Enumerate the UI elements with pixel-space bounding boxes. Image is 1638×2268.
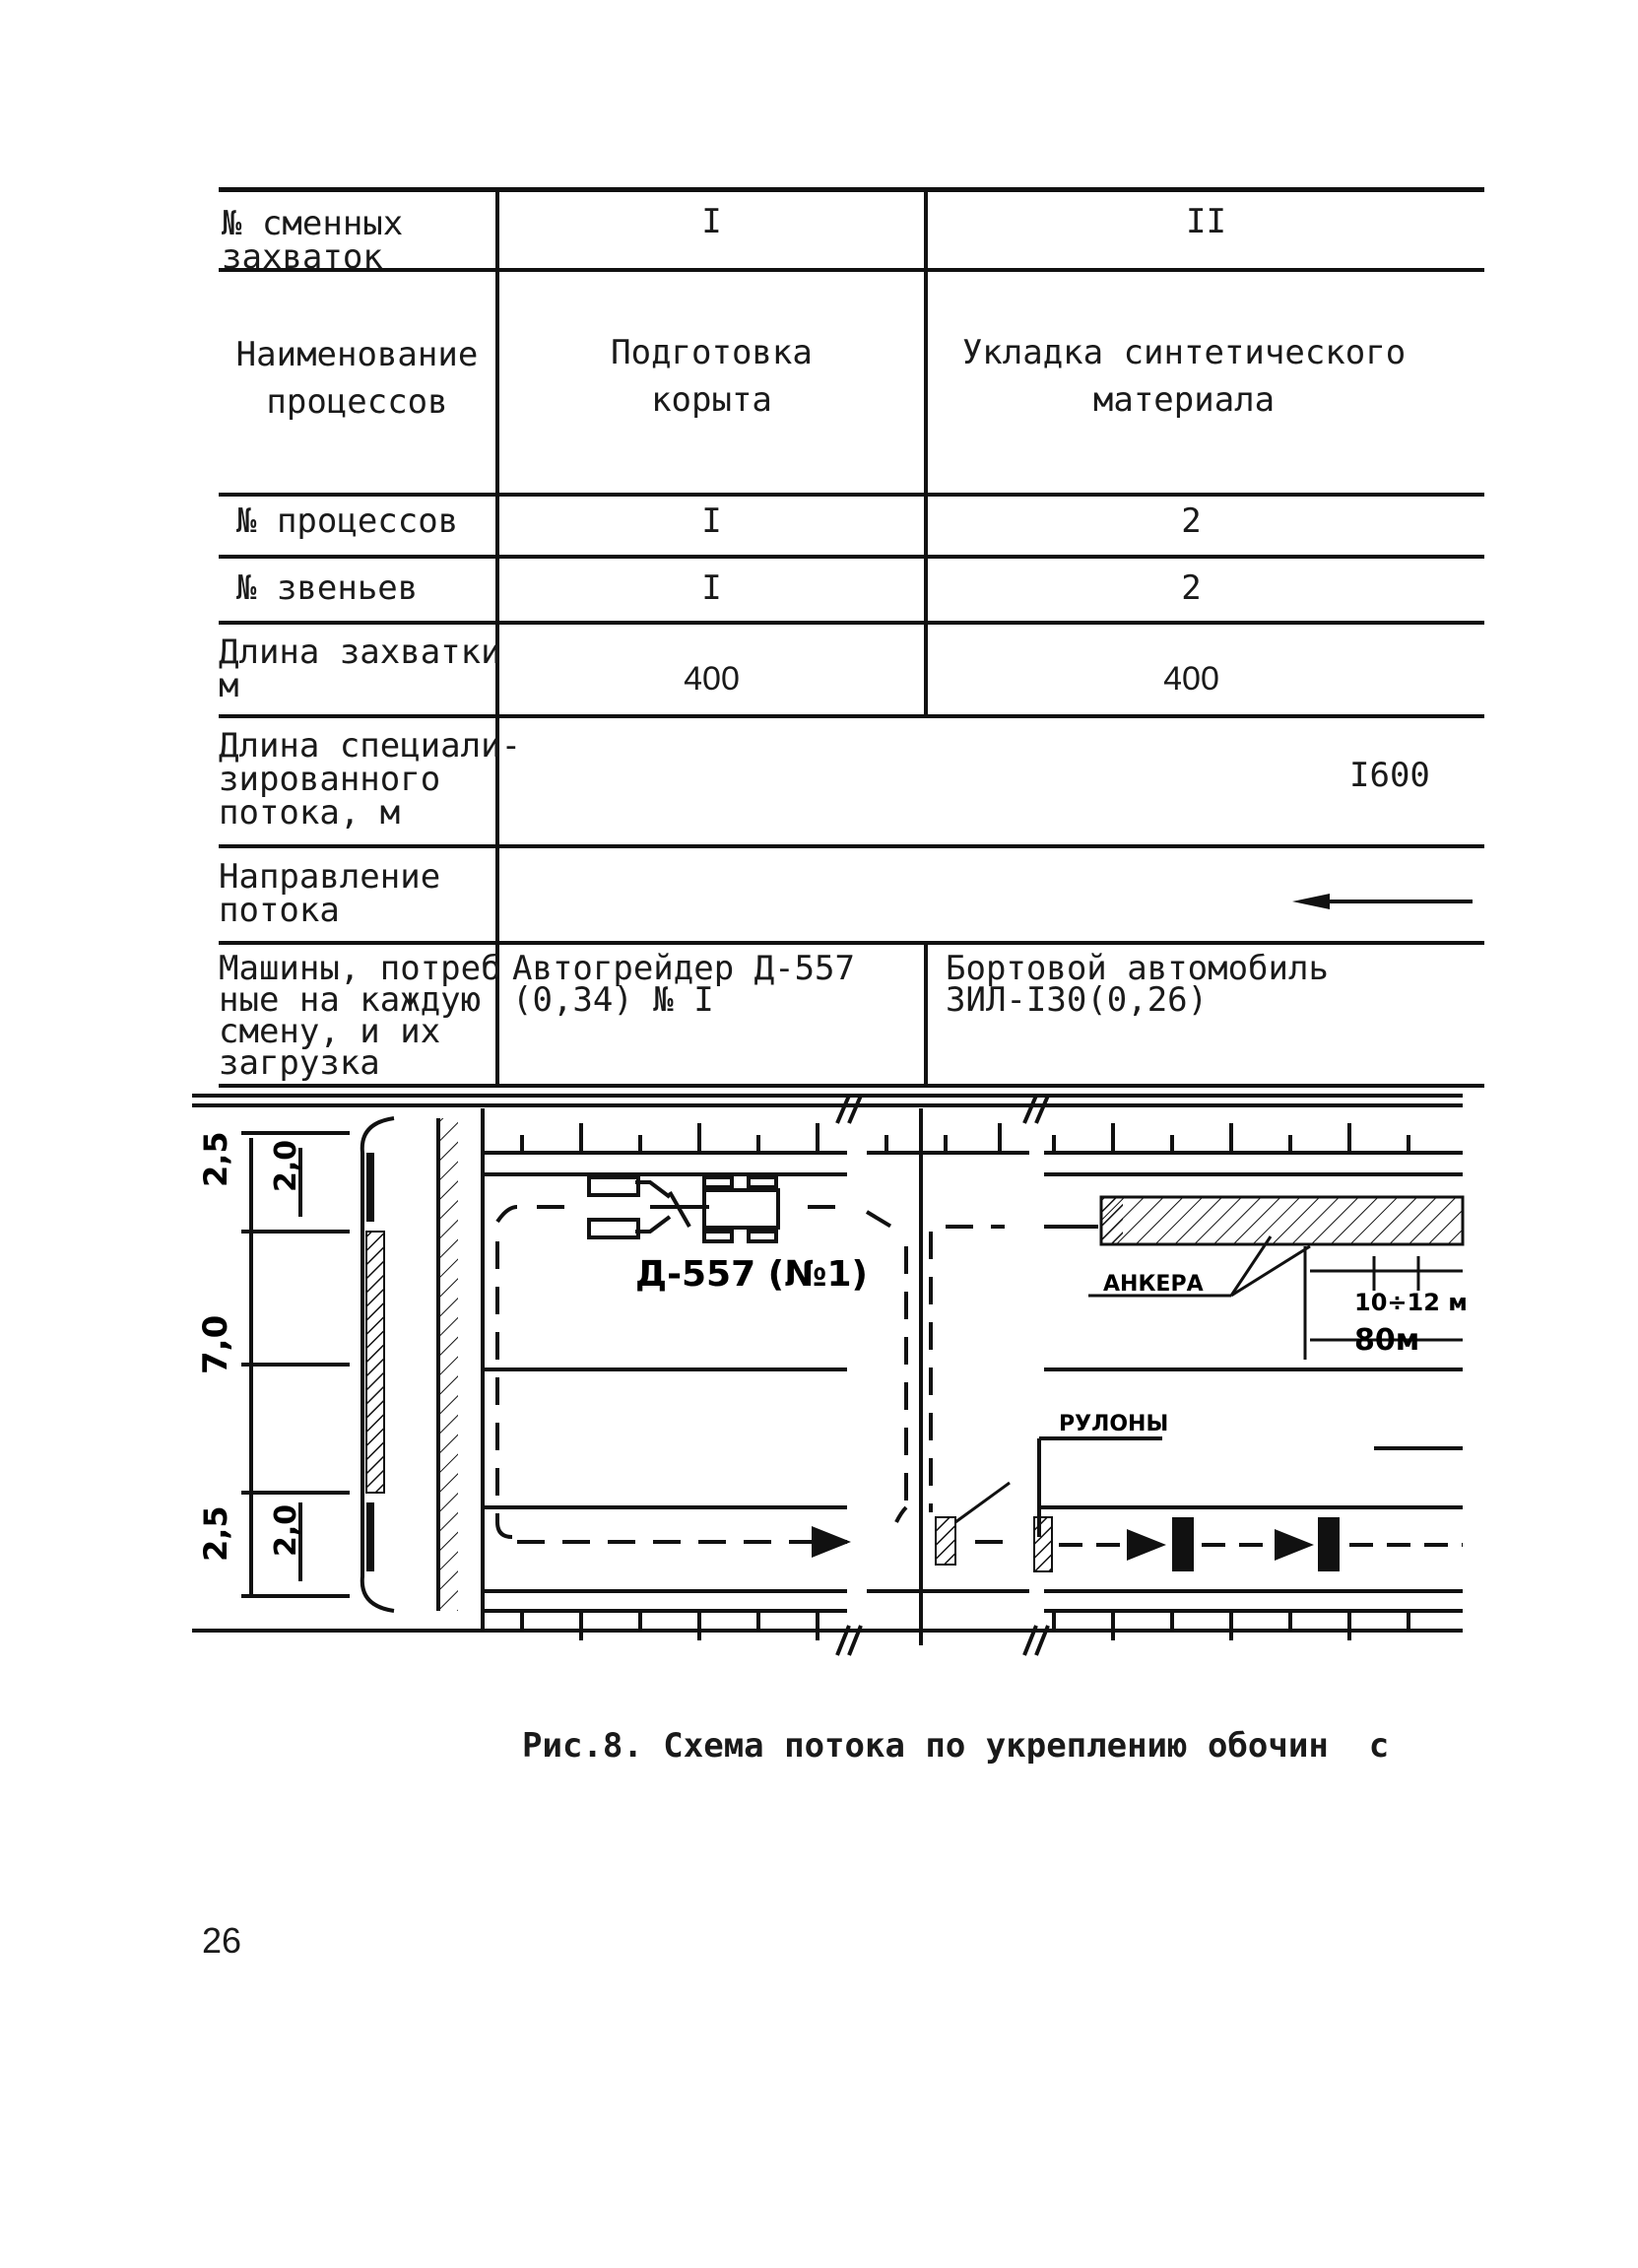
process-number-1: I (701, 501, 722, 541)
machines-2: Бортовой автомобиль ЗИЛ-I30(0,26) (946, 949, 1329, 1020)
page-number: 26 (202, 1920, 242, 1961)
dim-2-0-bottom: 2,0 (269, 1503, 303, 1557)
roll (936, 1517, 955, 1565)
team-number-1: I (701, 568, 722, 608)
flow-length-value: I600 (1349, 756, 1430, 795)
row-label-team-numbers: № звеньев (236, 568, 419, 608)
row-label-capture-length: Длина захватки м (219, 633, 501, 705)
capture-length-2: 400 (1163, 660, 1219, 698)
row-label-flow-direction: Направление потока (219, 857, 441, 930)
spacing-large: 80м (1354, 1323, 1420, 1358)
row-label-flow-length: Длина специали- зированного потока, м (219, 726, 522, 833)
machines-1: Автогрейдер Д-557 (0,34) № I (512, 949, 855, 1020)
machine-label: Д-557 (№1) (635, 1254, 868, 1295)
process-name-2: Укладка синтетического материала (961, 333, 1407, 420)
roll (1034, 1517, 1052, 1571)
dim-2-0-top: 2,0 (269, 1139, 303, 1192)
grader-icon (589, 1177, 778, 1241)
anchors-band (1101, 1197, 1463, 1244)
dim-7-0: 7,0 (196, 1314, 235, 1374)
capture-2: II (1186, 202, 1226, 241)
rolls-label: РУЛОНЫ (1059, 1412, 1169, 1436)
dim-2-5-top: 2,5 (197, 1131, 234, 1187)
capture-length-1: 400 (684, 660, 740, 698)
team-number-2: 2 (1181, 568, 1202, 608)
row-label-process-names: Наименование процессов (235, 335, 479, 422)
anchors-label: АНКЕРА (1103, 1272, 1204, 1297)
spacing-small: 10÷12 м (1354, 1289, 1468, 1316)
process-name-1: Подготовка корыта (611, 333, 813, 420)
roll (1318, 1517, 1340, 1571)
capture-1: I (701, 202, 722, 241)
process-number-2: 2 (1181, 501, 1202, 541)
dim-2-5-bottom: 2,5 (197, 1505, 234, 1562)
row-label-process-numbers: № процессов (236, 501, 459, 541)
row-label-captures: № сменных захваток (222, 204, 404, 277)
figure-caption: Рис.8. Схема потока по укреплению обочин с (522, 1726, 1390, 1766)
roll (1172, 1517, 1194, 1571)
row-label-machines: Машины, потреб ные на каждую смену, и их загрузка (219, 949, 501, 1083)
